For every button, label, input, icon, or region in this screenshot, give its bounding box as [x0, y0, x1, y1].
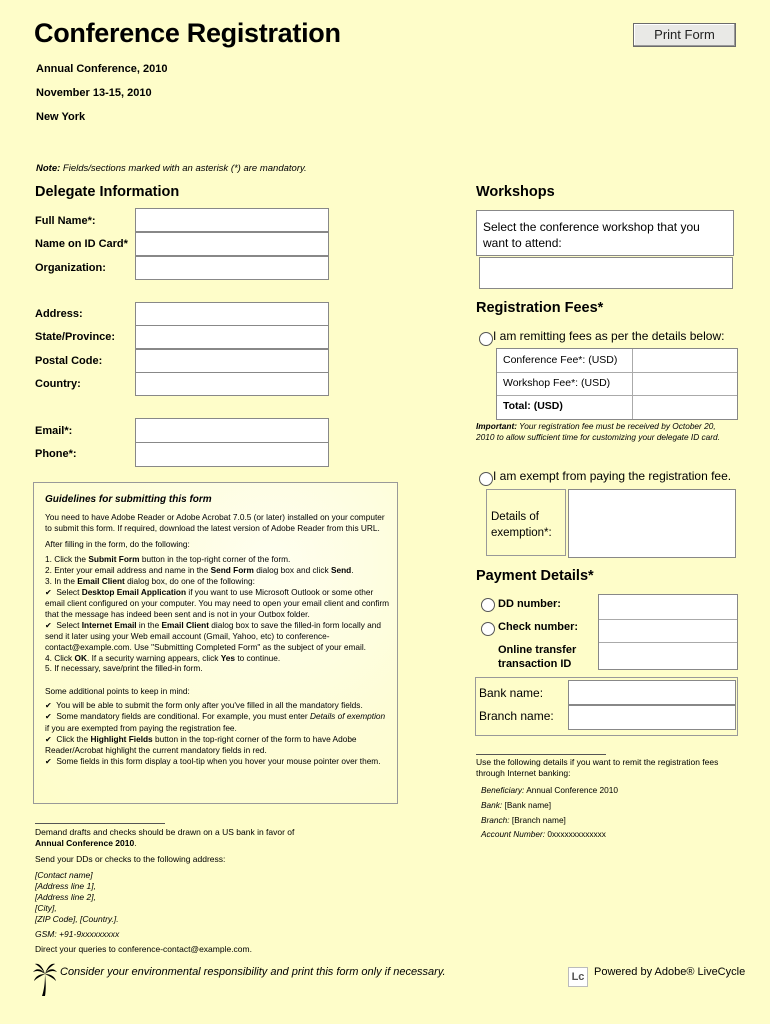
powered-by: Powered by Adobe® LiveCycle: [594, 966, 746, 978]
remit-radio[interactable]: [479, 332, 493, 346]
bank-details: [481, 783, 618, 842]
guide-point-1: ✔ You will be able to submit the form only after you've filled in all the mandatory fields.: [45, 699, 363, 710]
state-input[interactable]: [135, 325, 329, 349]
guide-option-2: ✔ Select Internet Email in the Email Client dialog box to save the filled-in form locally and send it later using your Web email account (Gmail, Yahoo, etc) to conference-contact@example.com. Use "Submitting Completed Form" as the subject of your email.: [45, 619, 382, 652]
exempt-details-label: Details of exemption*:: [486, 489, 566, 556]
workshop-fee-label: Workshop Fee*: (USD): [503, 377, 611, 389]
id-name-label: Name on ID Card*: [35, 238, 128, 250]
workshop-prompt: Select the conference workshop that you want to attend:: [476, 210, 734, 256]
fee-deadline-note: Important: Your registration fee must be received by October 20, 2010 to allow sufficient time for customizing your delegate ID card.: [476, 421, 720, 443]
payment-heading: Payment Details*: [476, 568, 594, 584]
exempt-label: I am exempt from paying the registration fee.: [493, 469, 732, 483]
check-number-input[interactable]: [599, 620, 737, 642]
eco-message: Consider your environmental responsibility and print this form only if necessary.: [60, 966, 446, 978]
organization-input[interactable]: [135, 256, 329, 280]
dd-number-input[interactable]: [599, 595, 737, 619]
send-text: Send your DDs or checks to the following address:: [35, 854, 226, 865]
guide-option-1: ✔ Select Desktop Email Application if you want to use Microsoft Outlook or some other email client configured on your computer. You may need to open your email client and confirm that the message has indeed been sent and is not in your Outbox folder.: [45, 586, 390, 619]
check-radio[interactable]: [481, 622, 495, 636]
postal-label: Postal Code:: [35, 355, 103, 367]
page-title: Conference Registration: [34, 18, 341, 48]
mail-address: [Contact name] [Address line 1], [Address line 2], [City], [ZIP Code], [Country.].: [35, 870, 119, 925]
id-name-input[interactable]: [135, 232, 329, 256]
branch-name: Branch: [Branch name]: [481, 814, 566, 825]
guide-step-4: 4. Click OK. If a security warning appears, click Yes to continue.: [45, 652, 281, 663]
guide-point-4: ✔ Some fields in this form display a tool-tip when you hover your mouse pointer over them.: [45, 755, 381, 766]
conf-fee-input[interactable]: [633, 349, 736, 372]
queries-text: Direct your queries to conference-contact@example.com.: [35, 944, 252, 955]
divider: [35, 823, 165, 824]
remit-label: I am remitting fees as per the details below:: [493, 329, 725, 343]
payment-number-group: [598, 594, 738, 670]
note-label: Note:: [36, 163, 61, 174]
bank-name: Bank: [Bank name]: [481, 799, 552, 810]
remit-info: Use the following details if you want to remit the registration fees through Internet banking:: [476, 757, 719, 779]
transaction-id-input[interactable]: [599, 643, 737, 669]
total-label: Total: (USD): [503, 400, 563, 412]
guide-step-3: 3. In the Email Client dialog box, do one of the following:: [45, 575, 255, 586]
conference-dates: November 13-15, 2010: [36, 87, 152, 99]
branch-input[interactable]: [568, 705, 736, 730]
phone-input[interactable]: [135, 442, 329, 467]
bank-input[interactable]: [568, 680, 736, 705]
guide-step-5: 5. If necessary, save/print the filled-in form.: [45, 663, 203, 674]
full-name-label: Full Name*:: [35, 215, 96, 227]
account-number: Account Number: 0xxxxxxxxxxxxx: [481, 829, 606, 840]
bank-label: Bank name:: [479, 686, 544, 700]
check-label: Check number:: [498, 621, 579, 633]
divider: [476, 754, 606, 755]
beneficiary: Beneficiary: Annual Conference 2010: [481, 785, 619, 795]
note-text: Fields/sections marked with an asterisk (*) are mandatory.: [60, 163, 307, 174]
organization-label: Organization:: [35, 262, 106, 274]
demand-text: Demand drafts and checks should be drawn on a US bank in favor of: [35, 827, 295, 837]
exempt-details-input[interactable]: [568, 489, 736, 558]
bank-box: [475, 677, 738, 736]
guidelines-box: [33, 482, 398, 804]
workshops-heading: Workshops: [476, 184, 555, 200]
fees-table: [496, 348, 738, 420]
exempt-radio[interactable]: [479, 472, 493, 486]
guidelines-body: [45, 512, 390, 767]
conference-name: Annual Conference, 2010: [36, 63, 168, 75]
total-input[interactable]: [633, 396, 736, 418]
print-form-button[interactable]: Print Form: [633, 23, 736, 47]
workshop-select[interactable]: [479, 257, 733, 289]
guide-intro: You need to have Adobe Reader or Adobe Acrobat 7.0.5 (or later) installed on your computer to submit this form. If required, download the latest version of Adobe Reader from this URL.: [45, 512, 385, 533]
phone-label: Phone*:: [35, 448, 77, 460]
email-input[interactable]: [135, 418, 329, 443]
guide-step-1: 1. Click the Submit Form button in the top-right corner of the form.: [45, 554, 291, 565]
mandatory-note: [36, 163, 307, 174]
check-icon: ✔: [45, 587, 52, 597]
country-input[interactable]: [135, 372, 329, 396]
postal-input[interactable]: [135, 349, 329, 373]
workshop-fee-input[interactable]: [633, 373, 736, 395]
check-icon: ✔: [45, 712, 52, 722]
guide-step-2: 2. Enter your email address and name in the Send Form dialog box and click Send.: [45, 565, 354, 576]
guide-points: Some additional points to keep in mind:: [45, 686, 190, 697]
country-label: Country:: [35, 378, 81, 390]
guidelines-title: Guidelines for submitting this form: [45, 494, 212, 505]
state-label: State/Province:: [35, 331, 116, 343]
delegate-heading: Delegate Information: [35, 184, 180, 200]
guide-after: After filling in the form, do the following:: [45, 538, 190, 549]
conf-fee-label: Conference Fee*: (USD): [503, 354, 618, 366]
address-label: Address:: [35, 308, 83, 320]
fees-heading: Registration Fees*: [476, 300, 604, 316]
payment-instructions: [35, 827, 365, 955]
dd-radio[interactable]: [481, 598, 495, 612]
check-icon: ✔: [45, 756, 52, 766]
demand-payee: Annual Conference 2010.: [35, 838, 137, 849]
check-icon: ✔: [45, 620, 52, 630]
dd-label: DD number:: [498, 598, 561, 610]
branch-label: Branch name:: [479, 709, 554, 723]
gsm-number: GSM: +91-9xxxxxxxxx: [35, 929, 120, 940]
palm-tree-icon: [33, 963, 57, 997]
livecycle-logo-icon: Lc: [568, 967, 588, 987]
conference-location: New York: [36, 111, 86, 123]
guide-point-3: ✔ Click the Highlight Fields button in the top-right corner of the form to have Adobe Reader/Acrobat highlight the current mandatory fields in red.: [45, 733, 357, 755]
guide-point-2: ✔ Some mandatory fields are conditional. For example, you must enter Details of exemption if you are exempted from paying the registration fee.: [45, 711, 386, 733]
check-icon: ✔: [45, 734, 52, 744]
full-name-input[interactable]: [135, 208, 329, 232]
email-label: Email*:: [35, 425, 73, 437]
online-label: Online transfer transaction ID: [498, 644, 577, 671]
check-icon: ✔: [45, 700, 52, 710]
address-input[interactable]: [135, 302, 329, 326]
